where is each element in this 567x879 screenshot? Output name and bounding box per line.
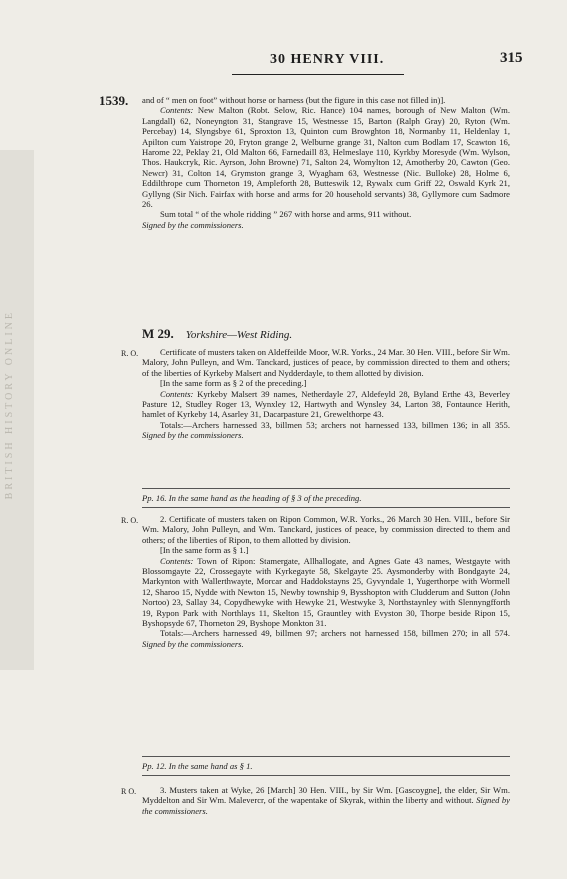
page-number: 315 [500, 50, 523, 66]
block-certificate-1 [142, 347, 510, 441]
running-header: 30 HENRY VIII. [270, 52, 385, 67]
sum-total: Sum total “ of the whole ridding ” 267 with horse and arms, 911 without. [160, 209, 412, 220]
pages-note: Pp. 12. In the same hand as § 1. [142, 761, 253, 771]
block-intro [142, 95, 510, 230]
musters-text: 3. Musters taken at Wyke, 26 [March] 30 Hen. VIII., by Sir Wm. [Gascoygne], the elder, Sir Wm. Myddelton and Sir Wm. Malevercr, of the wapentake of Skyrak, within the liberty and without. [142, 785, 510, 806]
section-title: Yorkshire—West Riding. [185, 329, 293, 341]
signed-line: Signed by the commissioners. [142, 219, 244, 230]
header-rule [232, 74, 404, 75]
contents-paragraph-3 [142, 556, 510, 629]
intro-paragraph: and of “ men on foot” without horse or harness (but the figure in this case not filled in)]. [142, 95, 446, 105]
watermark-text: BRITISH HISTORY ONLINE [4, 310, 15, 500]
contents-label: Contents: [160, 555, 194, 566]
contents-text: Town of Ripon: Stamergate, Allhallogate, and Agnes Gate 43 names, Westgayte with Blossomgayte 22, Crossegayte with Kyrkegayte 58, Skelgayte 25. Aysmonderby with Bondgayte 24, Markynton with Wallerthwayte, Morcar and Haddokstayns 25, Gyvyndale 1, Yugerthorpe with Wormell 12, Sharoo 15, Nydde with Newton 15, Newby township 9, Bysshopton with Cludderum and Sutton (John Nortoo) 23, Sallay 34, Copydhewyke with Hewyke 21, Westwyke 3, Northstaynley with Slennyngfforth 19, Rypon Park with Northlays 11, Skelton 15, Grauntley with Evyston 30, Thorpe beside Ripon 15, Byshopsyde 67, Thorneton 29, Byshope Monkton 31. [142, 555, 510, 629]
form-note: [In the same form as § 1.] [160, 545, 249, 556]
block-certificate-2 [142, 514, 510, 649]
signed-line: Signed by the commissioners. [142, 795, 510, 816]
certificate-paragraph: Certificate of musters taken on Aldeffeilde Moor, W.R. Yorks., 24 Mar. 30 Hen. VIII., before Sir Wm. Malory, John Pulleyn, and Wm. Tanckard, justices of peace, by commission directed to them and others; of the liberties of Kyrkeby Malsert and Nydderdayle, to them allotted by division. [142, 347, 510, 378]
section-number: M 29. [142, 326, 174, 341]
pages-note: Pp. 16. In the same hand as the heading of § 3 of the preceding. [142, 493, 362, 503]
signed-line: Signed by the commissioners. [142, 638, 244, 649]
form-note: [In the same form as § 2 of the preceding.] [160, 378, 307, 389]
contents-text: Kyrkeby Malsert 39 names, Netherdayle 27, Aldefeyld 28, Byland Erthe 43, Beverley Pasture 12, Studley Roger 13, Wynxley 12, Hartwyth and Wynsley 34, Larton 38, Fontaunce Herith, hamlet of Kyrkeby 14, Asarley 31, Dacarpasture 21, Grewelthorpe 43. [142, 388, 510, 420]
certificate-paragraph: 2. Certificate of musters taken on Ripon Common, W.R. Yorks., 26 March 30 Hen. VIII., before Sir Wm. Malory, John Pulleyn, and Wm. Tanckard, justices of peace, by commission directed to them and others; of the liberties of Ripon, to them allotted by division. [142, 514, 510, 545]
musters-paragraph [142, 785, 510, 816]
totals-text: Totals:—Archers harnessed 33, billmen 53; archers not harnessed 133, billmen 136; in all 355. [160, 419, 510, 430]
contents-paragraph-1 [142, 105, 510, 209]
contents-text: New Malton (Robt. Selow, Ric. Hance) 104 names, borough of New Malton (Wm. Langdall) 62, Noneyngton 31, Stangrave 15, Westnesse 15, Barton (Ralph Gray) 20, Ryton (Wm. Percebay) 14, Slyngsbye 61, Sproxton 13, Quinton cum Browghton 18, Normanby 11, Heldenlay 1, Apilton cum Yaistrope 20, Fryton grange 2, Welburne grange 31, Nalton cum Bodlam 17, Scawton 16, Harome 22, Peklay 21, Old Malton 66, Farnedaill 83, Helmeslaye 110, Kyrkby Moresyde (Wm. Wylson, Thos. Haukcryk, Ric. Ayrson, John Browne) 71, Salton 24, Womylton 12, Amotherby 20, Cawton (Geo. Newcr) 31, Colton 14, Grymston grange 3, Wyagham 63, Westnesse (Nic. Bulloke) 28, Holme 6, Eddilthrope cum Thorneton 19, Ampleforth 28, Butteswik 12, Rywalx cum Griff 22, Oswald Kyrk 21, Gyllyng (Sir Nich. Fairfax with horse and arms for 20 household servants) 38, Gyllymore cum Sadmore 26. [142, 105, 510, 210]
block-musters-3 [142, 785, 510, 816]
watermark-stamp [0, 150, 34, 670]
margin-label: R. O. [121, 349, 139, 358]
totals-paragraph [142, 420, 510, 441]
contents-label: Contents: [160, 105, 194, 116]
totals-paragraph [142, 628, 510, 649]
signed-line: Signed by the commissioners. [142, 430, 244, 441]
divider-rule [142, 756, 510, 757]
totals-text: Totals:—Archers harnessed 49, billmen 97; archers not harnessed 158, billmen 270; in all 574. [160, 628, 510, 639]
contents-paragraph-2 [142, 389, 510, 420]
margin-label: R. O. [121, 516, 139, 525]
divider-rule [142, 775, 510, 776]
margin-label: R O. [121, 787, 137, 796]
contents-label: Contents: [160, 388, 194, 399]
year-label: 1539. [99, 93, 129, 108]
divider-rule [142, 488, 510, 489]
section-heading-m29 [142, 326, 510, 342]
divider-rule [142, 507, 510, 508]
